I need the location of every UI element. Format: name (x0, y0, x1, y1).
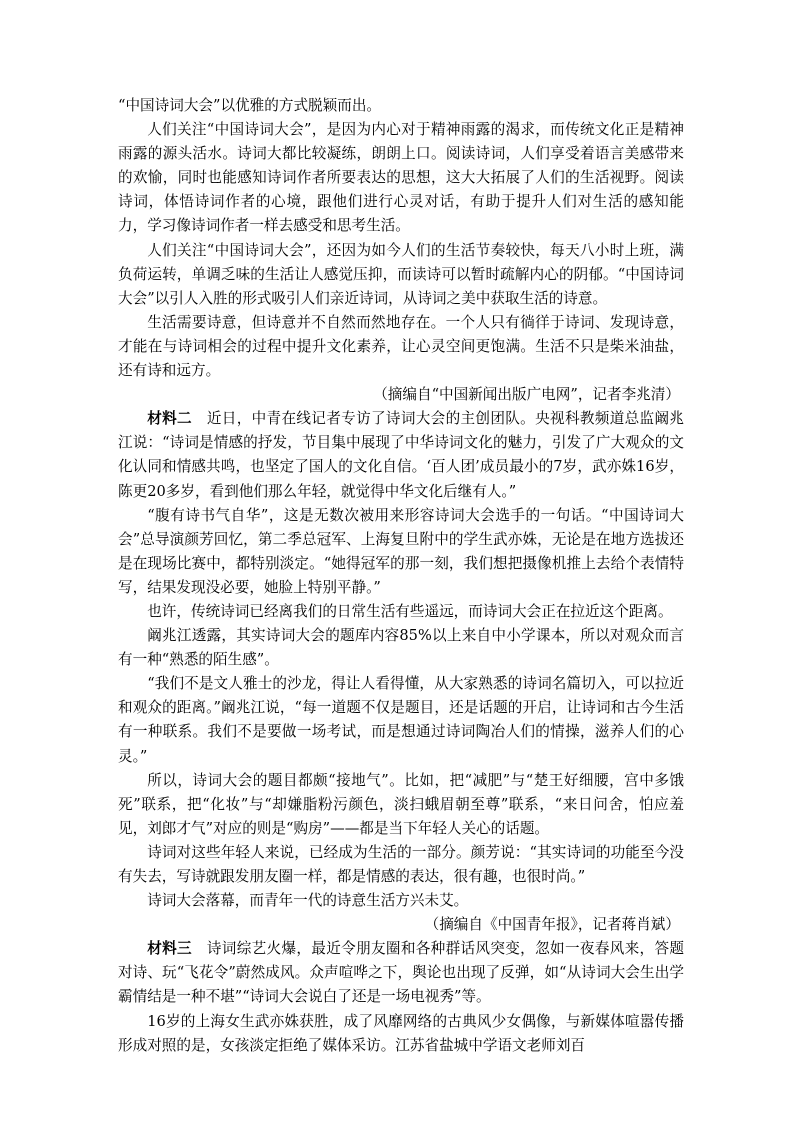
material-label: 材料二 (147, 410, 192, 428)
paragraph: “我们不是文人雅士的沙龙，得让人看得懂，从大家熟悉的诗词名篇切入，可以拉近和观众的距离。”阚兆江说，“每一道题不仅是题目，还是话题的开启，让诗词和古今生活有一种联系。我们不是要做一场考试，而是想通过诗词陶冶人们的情操，滋养人们的心灵。” (118, 675, 684, 765)
paragraph: 阚兆江透露，其实诗词大会的题库内容85%以上来自中小学课本，所以对观众而言有一种“熟悉的陌生感”。 (118, 627, 684, 669)
paragraph: “中国诗词大会”以优雅的方式脱颖而出。 (118, 97, 382, 114)
source-citation: （摘编自“中国新闻出版广电网”，记者李兆清） (373, 386, 680, 404)
paragraph: 所以，诗词大会的题目都颇“接地气”。比如，把“减肥”与“楚王好细腰，宫中多饿死”联系，把“化妆”与“却嫌脂粉污颜色，淡扫蛾眉朝至尊”联系，“来日问舍，怕应羞见，刘郎才气”对应的则是“购房”——都是当下年轻人关心的话题。 (118, 771, 684, 837)
material-text: 诗词综艺火爆，最近令朋友圈和各种群话风突变，忽如一夜春风来，答题对诗、玩“飞花令”蔚然成风。众声喧哗之下，舆论也出现了反弹，如“从诗词大会生出学霸情结是一种不堪”“诗词大会说白了还是一场电视秀”等。 (118, 940, 684, 1006)
paragraph: 也许，传统诗词已经离我们的日常生活有些遥远，而诗词大会正在拉近这个距离。 (147, 602, 673, 620)
paragraph: 人们关注“中国诗词大会”，还因为如今人们的生活节奏较快，每天八小时上班，满负荷运转，单调乏味的生活让人感觉压抑，而读诗可以暂时疏解内心的阴郁。“中国诗词大会”以引人入胜的形式吸引人们亲近诗词，从诗词之美中获取生活的诗意。 (118, 241, 684, 307)
paragraph: 16岁的上海女生武亦姝获胜，成了风靡网络的古典风少女偶像，与新媒体喧嚣传播形成对照的是，女孩淡定拒绝了媒体采访。江苏省盐城中学语文老师刘百 (118, 1012, 684, 1054)
paragraph: 诗词大会落幕，而青年一代的诗意生活方兴未艾。 (147, 892, 469, 910)
paragraph: 生活需要诗意，但诗意并不自然而然地存在。一个人只有徜徉于诗词、发现诗意，才能在与诗词相会的过程中提升文化素养，让心灵空间更饱满。生活不只是柴米油盐，还有诗和远方。 (118, 313, 684, 380)
material-three-intro (118, 937, 684, 1009)
paragraph: “腹有诗书气自华”，这是无数次被用来形容诗词大会选手的一句话。“中国诗词大会”总导演颜芳回忆，第二季总冠军、上海复旦附中的学生武亦姝，无论是在地方选拔还是在现场比赛中，都特别淡定。“她得冠军的那一刻，我们想把摄像机推上去给个表情特写，结果发现没必要，她脸上特别平静。” (118, 506, 684, 596)
paragraph: 诗词对这些年轻人来说，已经成为生活的一部分。颜芳说：“其实诗词的功能至今没有失去，写诗就跟发朋友圈一样，都是情感的表达，很有趣，也很时尚。” (118, 843, 684, 885)
material-text: 近日，中青在线记者专访了诗词大会的主创团队。央视科教频道总监阚兆江说：“诗词是情感的抒发，节目集中展现了中华诗词文化的魅力，引发了广大观众的文化认同和情感共鸣，也坚定了国人的文化自信。‘百人团’成员最小的7岁，武亦姝16岁，陈更20多岁，看到他们那么年轻，就觉得中华文化后继有人。” (118, 410, 684, 500)
paragraph: 人们关注“中国诗词大会”，是因为内心对于精神雨露的渴求，而传统文化正是精神雨露的源头活水。诗词大都比较凝练，朗朗上口。阅读诗词，人们享受着语言美感带来的欢愉，同时也能感知诗词作者所要表达的思想，这大大拓展了人们的生活视野。阅读诗词，体悟诗词作者的心境，跟他们进行心灵对话，有助于提升人们对生活的感知能力，学习像诗词作者一样去感受和思考生活。 (118, 121, 684, 235)
source-citation: （摘编自《中国青年报》，记者蒋肖斌） (424, 916, 680, 934)
material-label: 材料三 (147, 940, 192, 958)
article-page (118, 94, 684, 1058)
material-two-intro (118, 407, 684, 503)
